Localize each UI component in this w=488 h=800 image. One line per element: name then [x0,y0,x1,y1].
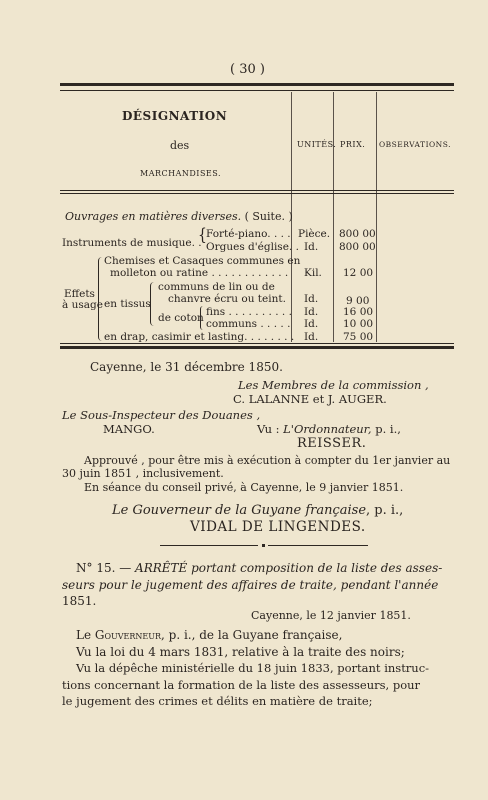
vu-loi: Vu la loi du 4 mars 1831, relative à la traite des noirs; [76,645,405,659]
chemises-line-1: Chemises et Casaques communes en [104,255,301,267]
seance-line: En séance du conseil privé, à Cayenne, le 9 janvier 1851. [84,481,404,494]
communs-unit: Id. [304,318,319,330]
gouv-rest: , p. i., de la Guyane française, [161,628,343,642]
instruments-label: Instruments de musique. . [62,237,202,249]
en-tissus-brace [150,282,155,326]
column-divider-observations [376,92,377,342]
forte-unit: Pièce. [298,228,331,240]
fins-unit: Id. [304,306,319,318]
header-marchandises: MARCHANDISES. [140,169,221,178]
communs-lin-unit: Id. [304,293,319,305]
gouv-sc: Gouverneur [94,628,162,642]
orgues-price: 800 00 [339,241,376,253]
fins: fins . . . . . . . . . . [206,306,292,318]
gouverneur-intro [76,628,342,642]
section-title-line [65,210,293,223]
column-divider-price [333,92,334,342]
sous-inspecteur: Le Sous-Inspecteur des Douanes , [62,408,261,422]
instruments-brace: { [198,225,207,245]
vu-depeche-2: tions concernant la formation de la liste des assesseurs, pour [62,678,421,692]
section-title: Ouvrages en matières diverses. [65,210,242,223]
header-rule-1 [60,190,454,191]
date-line: Cayenne, le 31 décembre 1850. [90,360,283,374]
vu-depeche-1: Vu la dépêche ministérielle du 18 juin 1833, portant instruc- [76,661,430,675]
header-rule-2 [60,193,454,194]
section-suite: ( Suite. ) [244,210,293,223]
ordonnateur-label: L'Ordonnateur, [283,422,372,436]
en-drap-unit: Id. [304,331,319,343]
communs-lin-price: 9 00 [346,295,370,307]
en-drap-price: 75 00 [343,331,374,343]
table-bottom-rule [60,346,454,349]
header-units: UNITÉS. [297,140,337,149]
separator-left [160,545,258,546]
communs-lin-line-2: chanvre écru ou teint. [168,293,286,305]
arrete-date: Cayenne, le 12 janvier 1851. [251,609,411,622]
separator-right [268,545,368,546]
header-observations: OBSERVATIONS. [379,140,451,149]
page-number: ( 30 ) [230,62,265,77]
arrete-title-2: seurs pour le jugement des affaires de traite, pendant l'année [62,578,439,592]
header-designation: DÉSIGNATION [122,109,228,123]
en-tissus-label: en tissus [104,298,151,310]
vidal-signature: VIDAL DE LINGENDES. [190,519,366,535]
arrete-number: N° 15. — [76,561,132,575]
vu-depeche-3: le jugement des crimes et délits en matière de traite; [62,694,373,708]
de-coton-label: de coton [158,312,204,324]
effets-label-2: à usage [62,299,103,311]
forte-piano: Forté-piano. . . . [206,228,291,240]
vu-ordonnateur [257,422,401,436]
communs-price: 10 00 [343,318,374,330]
de-coton-brace [200,306,204,330]
communs-lin-line-1: communs de lin ou de [158,281,275,293]
separator-dot [262,544,265,547]
reisser-signature: REISSER. [297,436,367,451]
en-drap: en drap, casimir et lasting. . . . . . . . [104,331,295,343]
approuve-line-2: 30 juin 1851 , inclusivement. [62,467,224,480]
fins-price: 16 00 [343,306,374,318]
communs: communs . . . . . [206,318,291,330]
gouverneur-line [112,503,403,518]
header-des: des [170,139,190,152]
ordonnateur-pi: p. i., [371,422,401,436]
arrete-title-line-1 [76,561,442,575]
chemises-line-2: molleton ou ratine . . . . . . . . . . . . [110,267,289,279]
chemises-unit: Kil. [304,267,322,279]
gouv-le: Le [76,628,95,642]
chemises-price: 12 00 [343,267,374,279]
effets-label-1: Effets [64,288,95,300]
membres-commission: Les Membres de la commission , [238,378,429,392]
approuve-line-1: Approuvé , pour être mis à exécution à compter du 1er janvier au [84,454,451,467]
gouverneur-title: Le Gouverneur de la Guyane française [112,503,367,518]
table-bottom-rule-thin [60,343,454,344]
arrete-title-3: 1851. [62,594,97,608]
vu-label: Vu : [257,422,280,436]
arrete-title-1: ARRÊTÉ portant composition de la liste des asses- [135,561,443,575]
membres-names: C. LALANNE et J. AUGER. [233,392,387,406]
orgues: Orgues d'église. . [206,241,299,253]
table-top-rule [60,83,454,86]
forte-price: 800 00 [339,228,376,240]
table-top-rule-thin [60,90,454,91]
gouverneur-pi: , p. i., [366,503,404,518]
mango-signature: MANGO. [103,422,155,436]
orgues-unit: Id. [304,241,319,253]
header-price: PRIX. [340,140,366,149]
